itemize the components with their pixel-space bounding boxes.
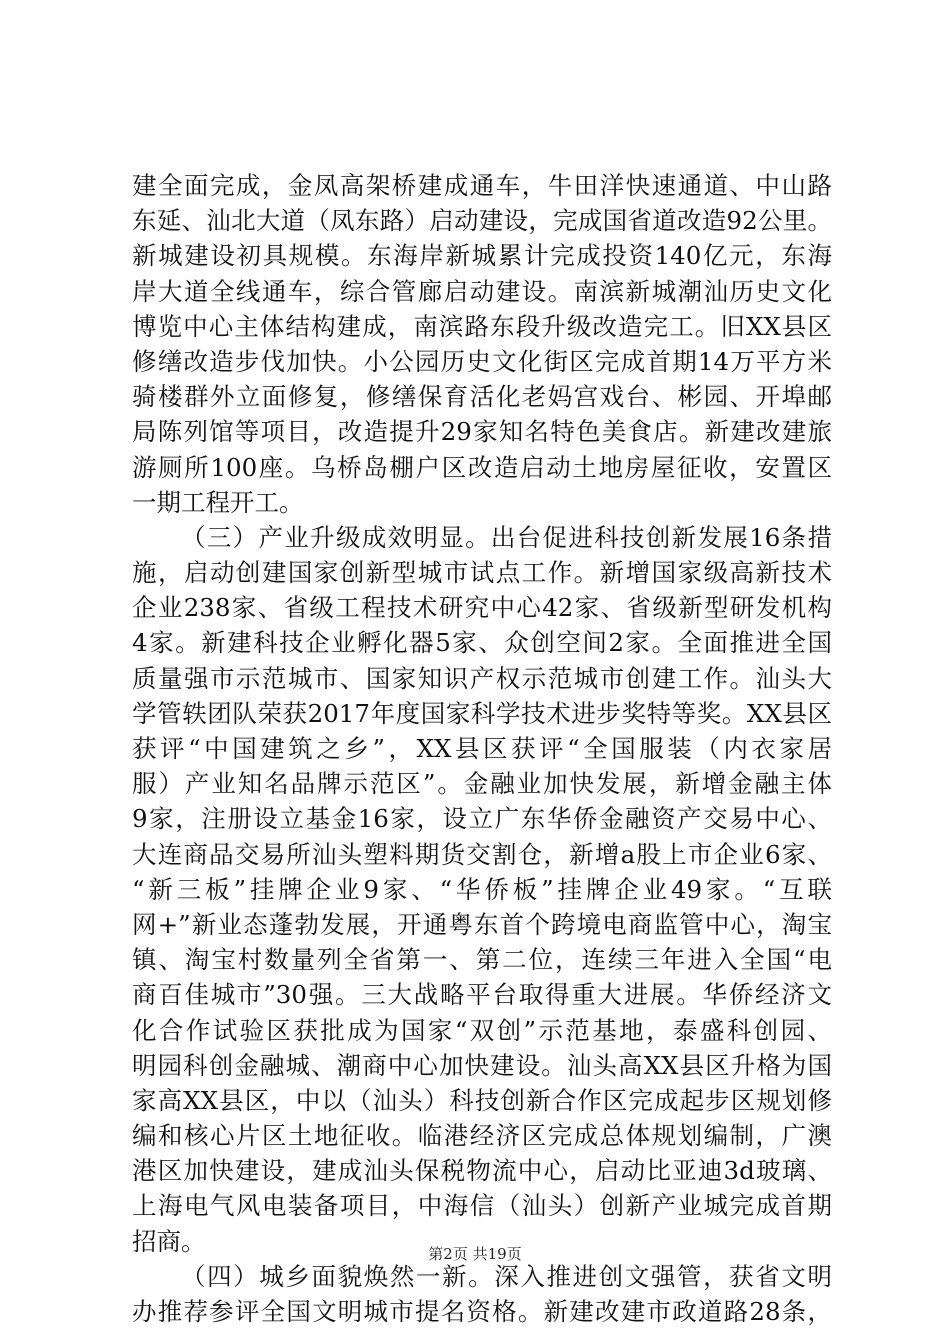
page-number-footer: 第2页 共19页: [428, 1245, 522, 1263]
document-body: [132, 168, 832, 1329]
text-line: 镇、淘宝村数量列全省第一、第二位，连续三年进入全国“电: [132, 945, 832, 975]
text-line: 大连商品交易所汕头塑料期货交割仓，新增a股上市企业6家、: [132, 839, 832, 869]
text-line: 施，启动创建国家创新型城市试点工作。新增国家级高新技术: [132, 558, 832, 588]
text-line: 编和核心片区土地征收。临港经济区完成总体规划编制，广澳: [132, 1121, 832, 1151]
text-line: 东延、汕北大道（凤东路）启动建设，完成国省道改造92公里。: [132, 206, 832, 236]
text-line: 一期工程开工。: [132, 487, 304, 517]
text-line: 局陈列馆等项目，改造提升29家知名特色美食店。新建改建旅: [132, 417, 832, 447]
text-line: 商百佳城市”30强。三大战略平台取得重大进展。华侨经济文: [132, 980, 832, 1010]
text-line: 骑楼群外立面修复，修缮保育活化老妈宫戏台、彬园、开埠邮: [132, 382, 832, 412]
text-line: “新三板”挂牌企业9家、“华侨板”挂牌企业49家。“互联: [132, 874, 832, 904]
paragraph-heading-4: （四）城乡面貌焕然一新。深入推进创文强管，获省文明: [181, 1261, 832, 1291]
text-line: 服）产业知名品牌示范区”。金融业加快发展，新增金融主体: [132, 769, 832, 799]
text-line: 明园科创金融城、潮商中心加快建设。汕头高XX县区升格为国: [132, 1050, 832, 1080]
text-line: 企业238家、省级工程技术研究中心42家、省级新型研发机构: [132, 593, 832, 623]
text-line: 上海电气风电装备项目，中海信（汕头）创新产业城完成首期: [132, 1191, 832, 1221]
text-line: 办推荐参评全国文明城市提名资格。新建改建市政道路28条，: [132, 1297, 832, 1326]
text-line: 网+”新业态蓬勃发展，开通粤东首个跨境电商监管中心，淘宝: [132, 909, 832, 939]
text-line: 9家，注册设立基金16家，设立广东华侨金融资产交易中心、: [132, 804, 832, 834]
text-line: 学管轶团队荣获2017年度国家科学技术进步奖特等奖。XX县区: [132, 698, 832, 728]
text-line: 港区加快建设，建成汕头保税物流中心，启动比亚迪3d玻璃、: [132, 1156, 832, 1186]
text-line: 质量强市示范城市、国家知识产权示范城市创建工作。汕头大: [132, 663, 832, 693]
paragraph-heading-3: （三）产业升级成效明显。出台促进科技创新发展16条措: [181, 522, 832, 552]
text-line: 建全面完成，金凤高架桥建成通车，牛田洋快速通道、中山路: [132, 171, 832, 200]
text-line: 岸大道全线通车，综合管廊启动建设。南滨新城潮汕历史文化: [132, 276, 832, 306]
text-line: 获评“中国建筑之乡”，XX县区获评“全国服装（内衣家居: [132, 734, 832, 763]
text-line: 博览中心主体结构建成，南滨路东段升级改造完工。旧XX县区: [132, 311, 832, 341]
text-line: 化合作试验区获批成为国家“双创”示范基地，泰盛科创园、: [132, 1015, 832, 1045]
text-line: 新城建设初具规模。东海岸新城累计完成投资140亿元，东海: [132, 241, 832, 271]
text-line: 修缮改造步伐加快。小公园历史文化街区完成首期14万平方米: [132, 346, 832, 376]
text-line: 家高XX县区，中以（汕头）科技创新合作区完成起步区规划修: [132, 1085, 832, 1115]
text-line: 游厕所100座。乌桥岛棚户区改造启动土地房屋征收，安置区: [132, 452, 832, 482]
text-line: 4家。新建科技企业孵化器5家、众创空间2家。全面推进全国: [132, 628, 832, 658]
text-line: 招商。: [132, 1226, 206, 1256]
